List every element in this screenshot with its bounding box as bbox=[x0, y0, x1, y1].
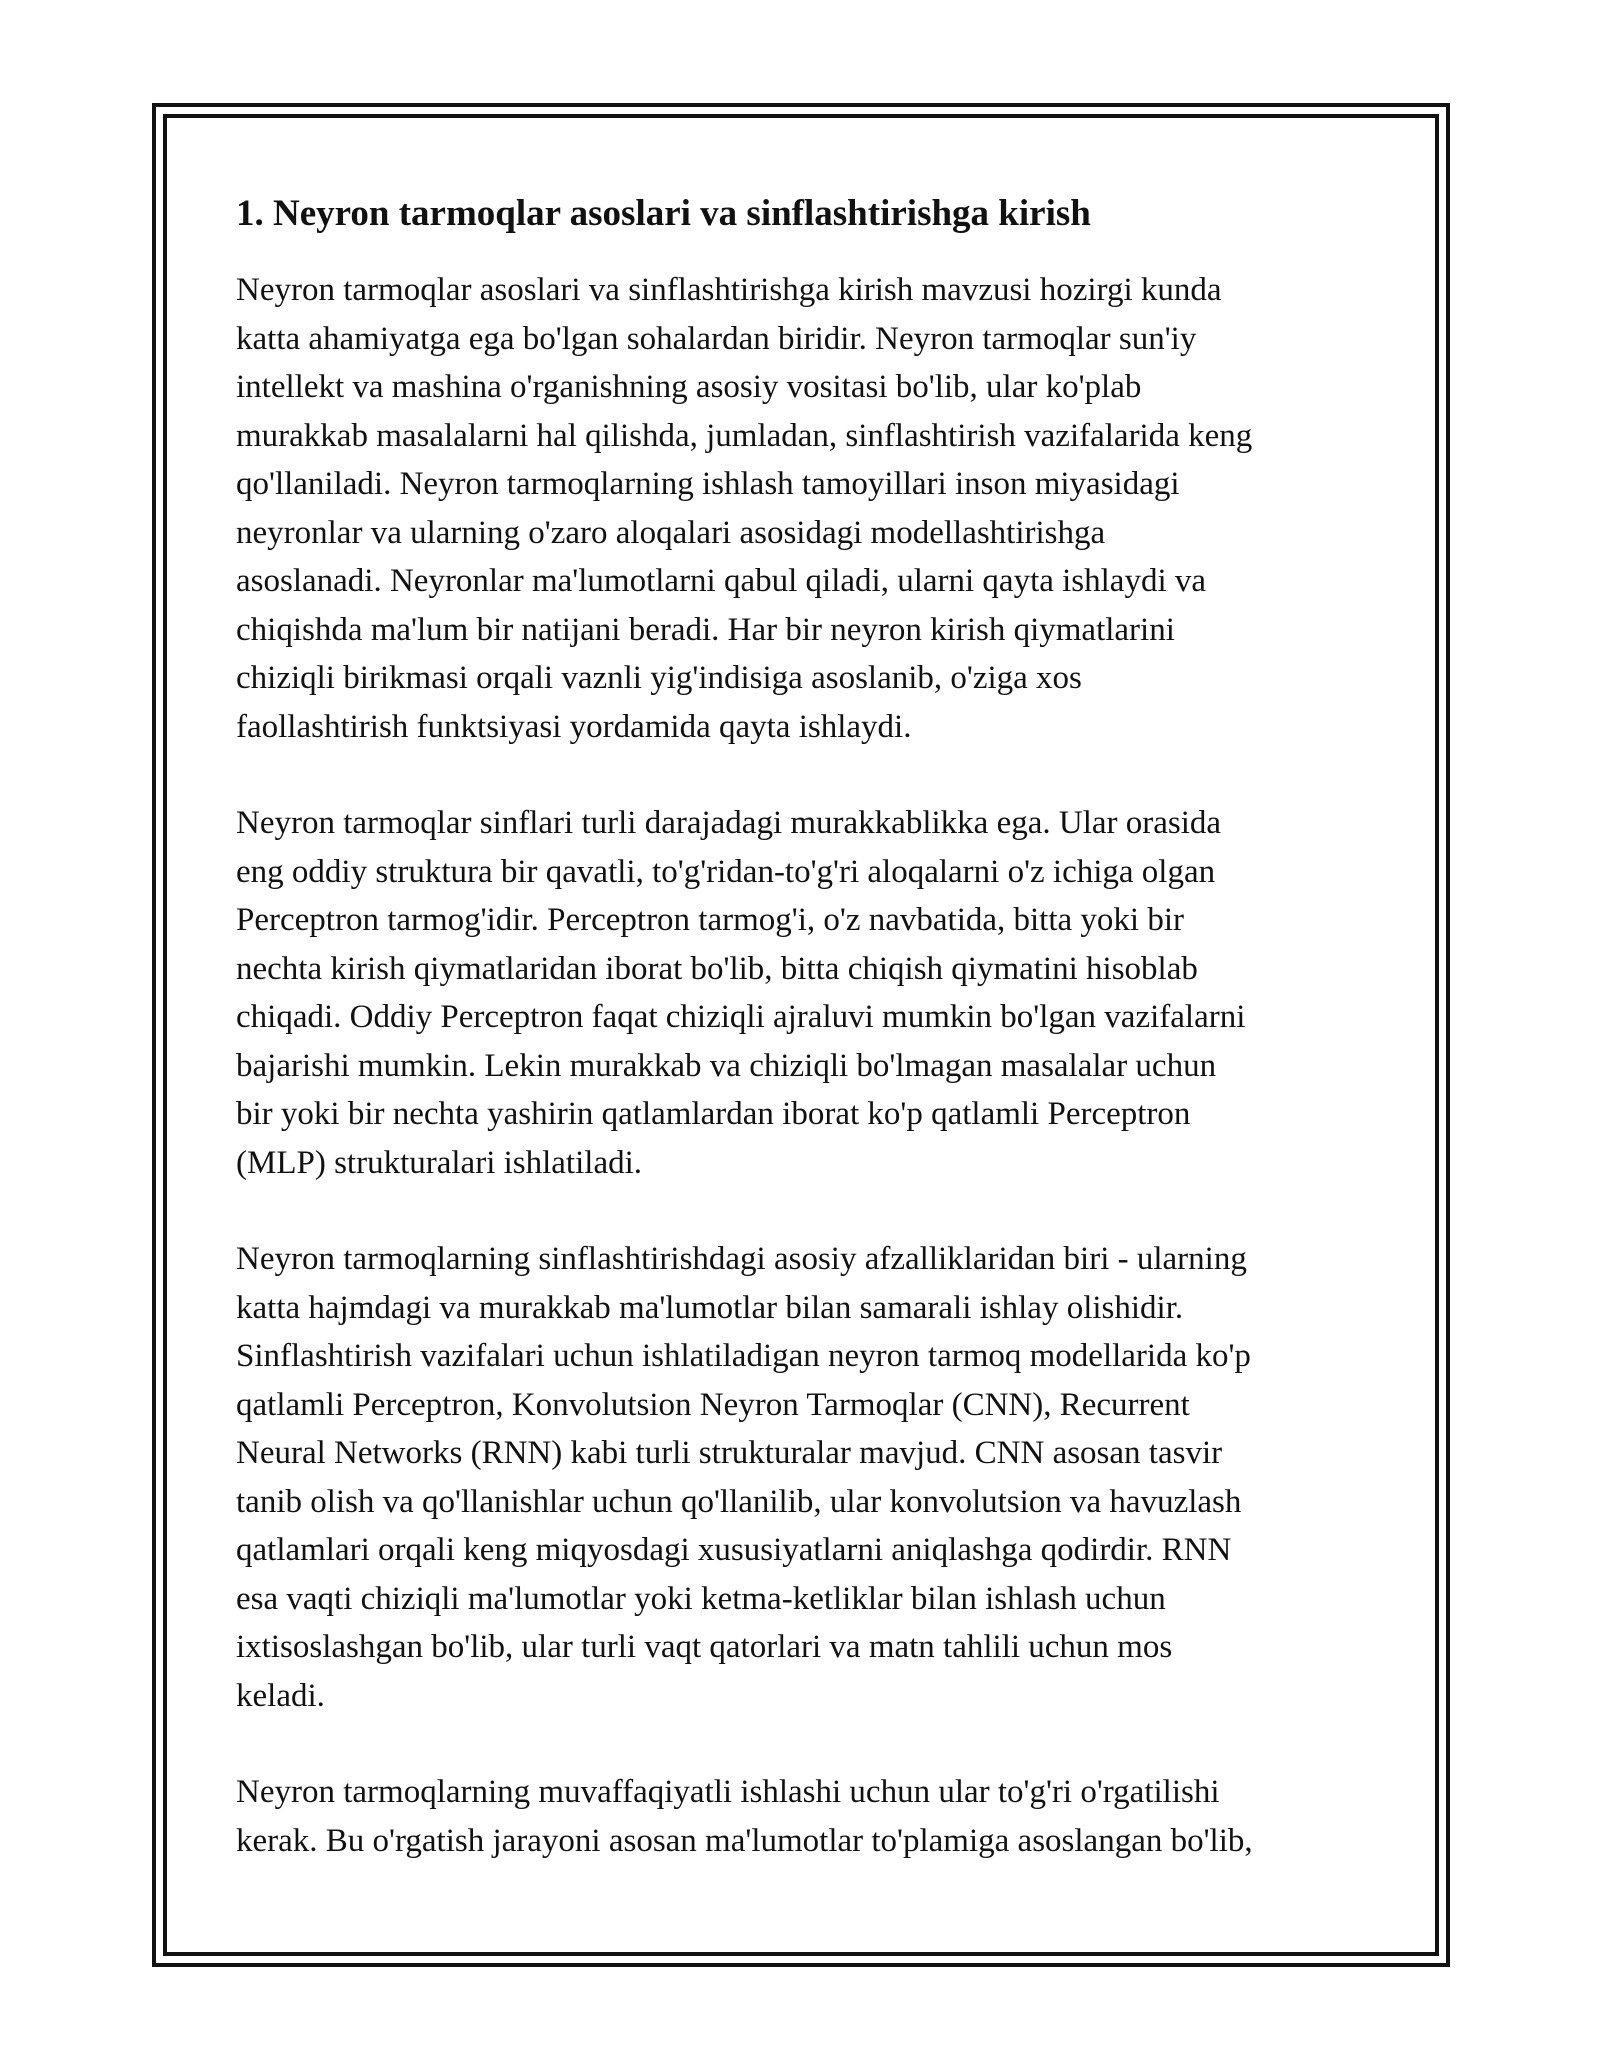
text-line: esa vaqti chiziqli ma'lumotlar yoki ketma-ketliklar bilan ishlash uchun bbox=[236, 1580, 1166, 1617]
text-line: qatlamli Perceptron, Konvolutsion Neyron Tarmoqlar (CNN), Recurrent bbox=[236, 1386, 1190, 1423]
document-body bbox=[236, 186, 1376, 1913]
text-line: ixtisoslashgan bo'lib, ular turli vaqt qatorlari va matn tahlili uchun mos bbox=[236, 1629, 1173, 1665]
text-line: chiqadi. Oddiy Perceptron faqat chiziqli ajraluvi mumkin bo'lgan vazifalarni bbox=[236, 999, 1246, 1035]
text-line: katta ahamiyatga ega bo'lgan sohalardan biridir. Neyron tarmoqlar sun'iy bbox=[236, 320, 1197, 357]
text-line: Neyron tarmoqlar asoslari va sinflashtirishga kirish mavzusi hozirgi kunda bbox=[236, 272, 1222, 308]
text-line: qo'llaniladi. Neyron tarmoqlarning ishlash tamoyillari inson miyasidagi bbox=[236, 466, 1180, 502]
text-line: tanib olish va qo'llanishlar uchun qo'llanilib, ular konvolutsion va havuzlash bbox=[236, 1483, 1242, 1520]
text-line: bir yoki bir nechta yashirin qatlamlardan iborat ko'p qatlamli Perceptron bbox=[236, 1096, 1191, 1132]
text-line: katta hajmdagi va murakkab ma'lumotlar bilan samarali ishlay olishidir. bbox=[236, 1289, 1184, 1326]
text-line: chiziqli birikmasi orqali vaznli yig'indisiga asoslanib, o'ziga xos bbox=[236, 660, 1082, 696]
text-line: kerak. Bu o'rgatish jarayoni asosan ma'lumotlar to'plamiga asoslangan bo'lib, bbox=[236, 1822, 1253, 1859]
text-line: (MLP) strukturalari ishlatiladi. bbox=[236, 1144, 643, 1181]
text-line: nechta kirish qiymatlaridan iborat bo'lib, bitta chiqish qiymatini hisoblab bbox=[236, 950, 1198, 987]
text-line: keladi. bbox=[236, 1677, 325, 1714]
text-line: chiqishda ma'lum bir natijani beradi. Har bir neyron kirish qiymatlarini bbox=[236, 611, 1175, 648]
text-line: Neural Networks (RNN) kabi turli strukturalar mavjud. CNN asosan tasvir bbox=[236, 1435, 1223, 1471]
paragraph-3 bbox=[236, 1235, 1376, 1720]
text-line: eng oddiy struktura bir qavatli, to'g'ridan-to'g'ri aloqalarni o'z ichiga olgan bbox=[236, 853, 1216, 890]
text-line: asoslanadi. Neyronlar ma'lumotlarni qabul qiladi, ularni qayta ishlaydi va bbox=[236, 563, 1207, 599]
text-line: Sinflashtirish vazifalari uchun ishlatiladigan neyron tarmoq modellarida ko'p bbox=[236, 1338, 1251, 1374]
text-line: Neyron tarmoqlarning muvaffaqiyatli ishlashi uchun ular to'g'ri o'rgatilishi bbox=[236, 1774, 1220, 1810]
section-heading: 1. Neyron tarmoqlar asoslari va sinflashtirishga kirish bbox=[236, 193, 1091, 234]
text-line: Neyron tarmoqlarning sinflashtirishdagi asosiy afzalliklaridan biri - ularning bbox=[236, 1241, 1247, 1277]
paragraph-1 bbox=[236, 266, 1376, 751]
paragraph-4 bbox=[236, 1768, 1376, 1865]
text-line: Perceptron tarmog'idir. Perceptron tarmog'i, o'z navbatida, bitta yoki bir bbox=[236, 902, 1184, 938]
text-line: bajarishi mumkin. Lekin murakkab va chiziqli bo'lmagan masalalar uchun bbox=[236, 1047, 1217, 1084]
text-line: neyronlar va ularning o'zaro aloqalari asosidagi modellashtirishga bbox=[236, 514, 1106, 551]
text-line: murakkab masalalarni hal qilishda, jumladan, sinflashtirish vazifalarida keng bbox=[236, 417, 1253, 454]
text-line: faollashtirish funktsiyasi yordamida qayta ishlaydi. bbox=[236, 708, 912, 745]
text-line: intellekt va mashina o'rganishning asosiy vositasi bo'lib, ular ko'plab bbox=[236, 369, 1142, 405]
paragraph-2 bbox=[236, 799, 1376, 1187]
text-line: qatlamlari orqali keng miqyosdagi xususiyatlarni aniqlashga qodirdir. RNN bbox=[236, 1532, 1232, 1568]
text-line: Neyron tarmoqlar sinflari turli darajadagi murakkablikka ega. Ular orasida bbox=[236, 805, 1222, 841]
